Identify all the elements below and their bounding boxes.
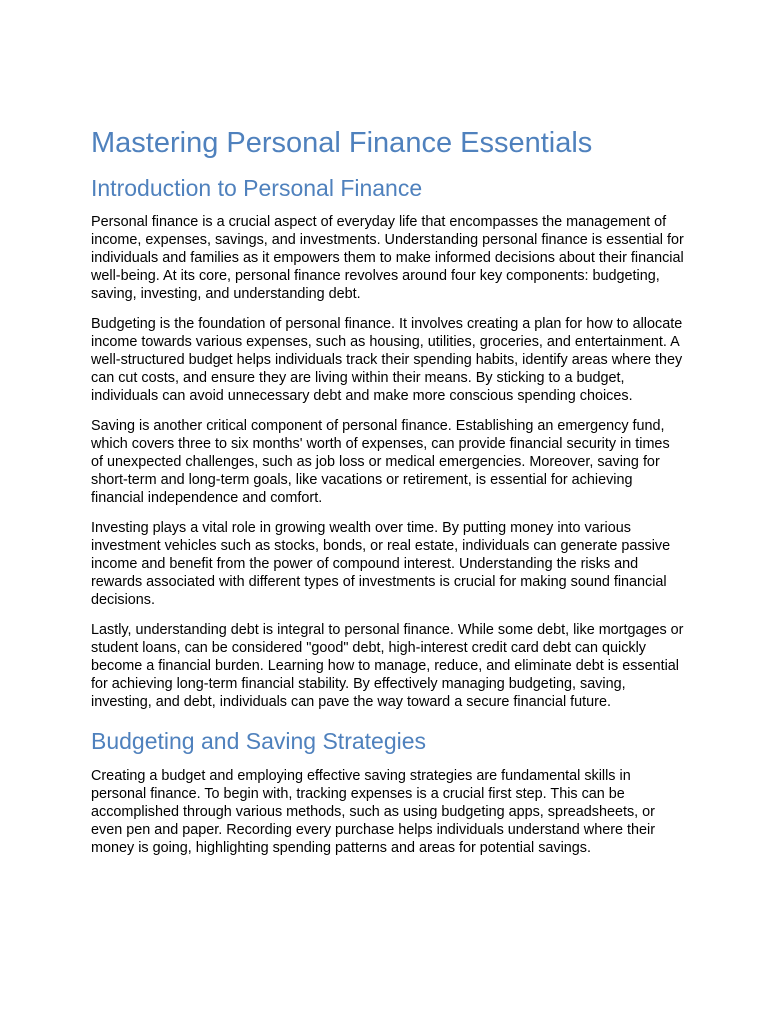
section-heading-introduction: Introduction to Personal Finance [91,175,423,201]
paragraph: Budgeting is the foundation of personal finance. It involves creating a plan for how to allocate income towards various expenses, such as housing, utilities, groceries, and entertainment. A well-structured budget helps individuals track their spending habits, identify areas where they can cut costs, and ensure they are living within their means. By sticking to a budget, individuals can avoid unnecessary debt and make more conscious spending choices. [91,316,683,404]
paragraph: Lastly, understanding debt is integral to personal finance. While some debt, like mortgages or student loans, can be considered "good" debt, high-interest credit card debt can quickly become a financial burden. Learning how to manage, reduce, and eliminate debt is essential for achieving long-term financial stability. By effectively managing budgeting, saving, investing, and debt, individuals can pave the way toward a secure financial future. [91,622,684,710]
paragraph: Investing plays a vital role in growing wealth over time. By putting money into various investment vehicles such as stocks, bonds, or real estate, individuals can generate passive income and benefit from the power of compound interest. Understanding the risks and rewards associated with different types of investments is crucial for making sound financial decisions. [91,520,671,608]
paragraph: Personal finance is a crucial aspect of everyday life that encompasses the management of income, expenses, savings, and investments. Understanding personal finance is essential for individuals and families as it empowers them to make informed decisions about their financial well-being. At its core, personal finance revolves around four key components: budgeting, saving, investing, and understanding debt. [91,214,684,302]
section-heading-budgeting: Budgeting and Saving Strategies [91,728,427,754]
document-body [91,124,685,869]
paragraph: Creating a budget and employing effective saving strategies are fundamental skills in personal finance. To begin with, tracking expenses is a crucial first step. This can be accomplished through various methods, such as using budgeting apps, spreadsheets, or even pen and paper. Recording every purchase helps individuals understand where their money is going, highlighting spending patterns and areas for potential savings. [91,768,655,856]
paragraph: Saving is another critical component of personal finance. Establishing an emergency fund, which covers three to six months' worth of expenses, can provide financial security in times of unexpected challenges, such as job loss or medical emergencies. Moreover, saving for short-term and long-term goals, like vacations or retirement, is essential for achieving financial independence and comfort. [91,418,670,506]
document-title: Mastering Personal Finance Essentials [91,127,593,159]
